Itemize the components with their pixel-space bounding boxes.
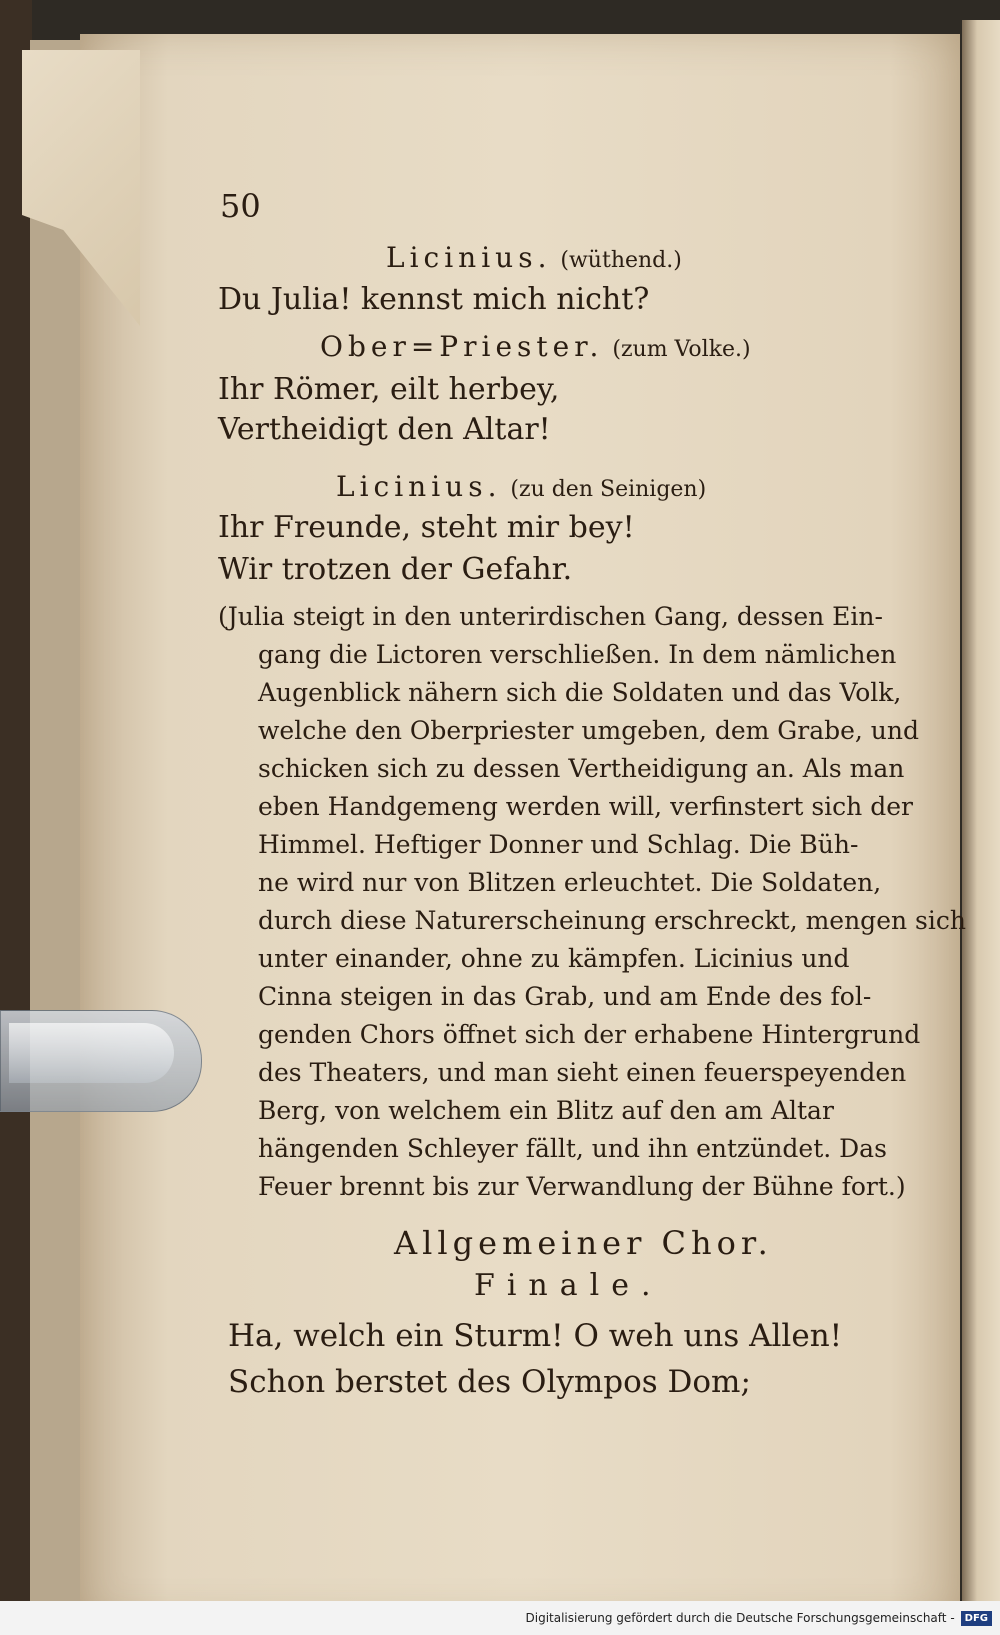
finale-heading: Finale. <box>474 1268 663 1303</box>
stage-text-line: Berg, von welchem ein Blitz auf den am Altar <box>258 1096 834 1125</box>
stage-text-line: Himmel. Heftiger Donner und Schlag. Die Büh- <box>258 830 859 859</box>
speaker-line-1 <box>386 241 682 274</box>
stage-text-line: hängenden Schleyer fällt, und ihn entzündet. Das <box>258 1134 887 1163</box>
stage-text-line: Cinna steigen in das Grab, und am Ende des fol- <box>258 982 872 1011</box>
text-line: Du Julia! kennst mich nicht? <box>218 282 650 317</box>
stage-text-line: durch diese Naturerscheinung erschreckt, mengen sich <box>258 906 966 935</box>
text-line: Ha, welch ein Sturm! O weh uns Allen! <box>228 1318 843 1354</box>
stage-text-line: genden Chors öffnet sich der erhabene Hintergrund <box>258 1020 921 1049</box>
stage-direction: (wüthend.) <box>560 248 682 273</box>
chorus-heading: Allgemeiner Chor. <box>394 1224 773 1262</box>
stage-text-line: gang die Lictoren verschließen. In dem nämlichen <box>258 640 897 669</box>
stage-direction: (zum Volke.) <box>612 337 751 362</box>
text-line: Ihr Römer, eilt herbey, <box>218 372 560 407</box>
footer-bar <box>0 1601 1000 1635</box>
adjacent-page-edge <box>962 20 1000 1620</box>
page-clip <box>0 1010 202 1112</box>
speaker-line-3 <box>336 470 706 503</box>
speaker-line-2 <box>320 330 751 363</box>
funding-note: Digitalisierung gefördert durch die Deutsche Forschungsgemeinschaft - <box>525 1611 955 1625</box>
stage-text-line: Augenblick nähern sich die Soldaten und das Volk, <box>258 678 902 707</box>
speaker-licinius: Licinius. <box>336 470 502 503</box>
text-line: Schon berstet des Olympos Dom; <box>228 1364 751 1400</box>
stage-direction: (zu den Seinigen) <box>510 477 707 502</box>
text-line: Wir trotzen der Gefahr. <box>218 552 573 587</box>
text-line: Vertheidigt den Altar! <box>218 412 551 447</box>
stage-text-line: eben Handgemeng werden will, verfinstert sich der <box>258 792 913 821</box>
stage-text-line: Feuer brennt bis zur Verwandlung der Bühne fort.) <box>258 1172 906 1201</box>
page-number: 50 <box>220 187 261 225</box>
stage-text-line: (Julia steigt in den unterirdischen Gang, dessen Ein- <box>218 602 883 631</box>
text-line: Ihr Freunde, steht mir bey! <box>218 510 635 545</box>
stage-text-line: des Theaters, und man sieht einen feuerspeyenden <box>258 1058 907 1087</box>
book-binding <box>0 0 32 1635</box>
speaker-licinius: Licinius. <box>386 241 552 274</box>
speaker-oberpriester: Ober=Priester. <box>320 330 604 363</box>
stage-text-line: schicken sich zu dessen Vertheidigung an. Als man <box>258 754 905 783</box>
stage-text-line: unter einander, ohne zu kämpfen. Licinius und <box>258 944 850 973</box>
dfg-logo: DFG <box>961 1611 992 1626</box>
stage-text-line: ne wird nur von Blitzen erleuchtet. Die Soldaten, <box>258 868 882 897</box>
stage-text-line: welche den Oberpriester umgeben, dem Grabe, und <box>258 716 920 745</box>
